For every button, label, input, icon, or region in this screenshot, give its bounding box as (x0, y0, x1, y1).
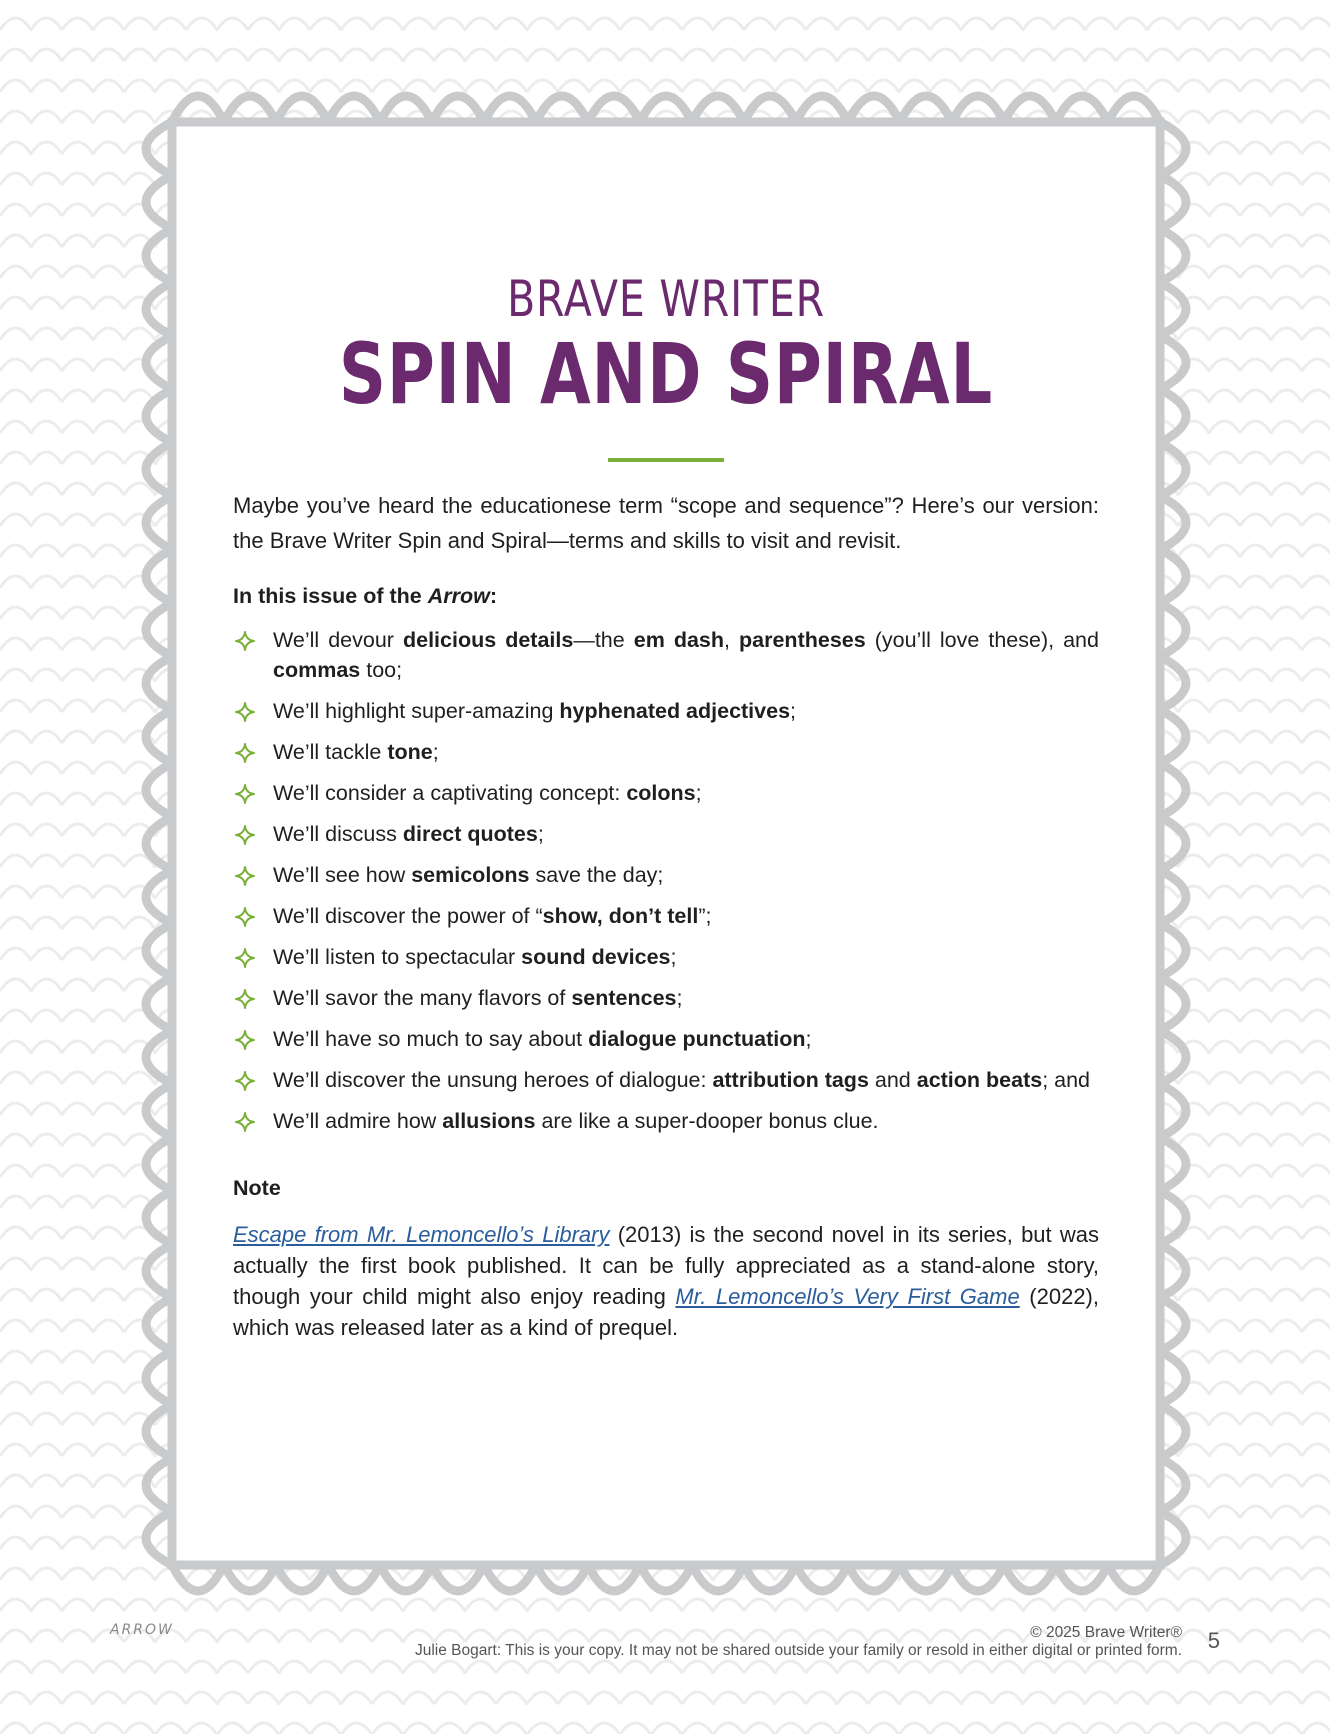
arrow-logo: ARROW (110, 1622, 174, 1638)
sparkle-bullet-icon (235, 989, 255, 1009)
skill-term: action beats (916, 1068, 1043, 1092)
skill-item (233, 778, 1099, 808)
skill-text: We’ll listen to spectacular (273, 945, 522, 969)
skill-text: ; (805, 1027, 812, 1051)
skill-text: We’ll tackle (273, 740, 388, 764)
copyright-line: © 2025 Brave Writer® (1030, 1624, 1182, 1641)
skill-text: We’ll discover the power of “ (273, 904, 543, 928)
skill-text: ; (695, 781, 702, 805)
skill-item (233, 819, 1099, 849)
skill-text: ; (676, 986, 683, 1010)
skill-term: dialogue punctuation (588, 1027, 806, 1051)
skill-item (233, 901, 1099, 931)
skill-item (233, 696, 1099, 726)
skill-text: ; and (1042, 1068, 1091, 1092)
skill-text: are like a super-dooper bonus clue. (535, 1109, 879, 1133)
skill-text: We’ll consider a captivating concept: (273, 781, 627, 805)
skill-text: (you’ll love these), and (865, 628, 1099, 652)
skill-item (233, 1065, 1099, 1095)
book-link-first-game[interactable]: Mr. Lemoncello’s Very First Game (675, 1284, 1020, 1309)
brand-heading: BRAVE WRITER (507, 270, 825, 328)
main-content (233, 270, 1099, 1343)
skill-term: attribution tags (712, 1068, 869, 1092)
skill-text: and (868, 1068, 917, 1092)
issue-heading-lead: In this issue of the (233, 584, 428, 608)
intro-paragraph: Maybe you’ve heard the educationese term “scope and sequence”? Here’s our version: the Brave Writer Spin and Spiral—terms and skills to visit and revisit. (233, 493, 1099, 553)
skill-term: allusions (442, 1109, 536, 1133)
sparkle-bullet-icon (235, 784, 255, 804)
page-title: SPIN AND SPIRAL (338, 325, 994, 423)
skill-term: sound devices (521, 945, 671, 969)
note-paragraph (233, 1219, 1099, 1343)
skill-text: save the day; (529, 863, 664, 887)
skill-text: ; (790, 699, 797, 723)
skill-term: sentences (571, 986, 677, 1010)
skill-item (233, 983, 1099, 1013)
sparkle-bullet-icon (235, 743, 255, 763)
skill-term: direct quotes (402, 822, 538, 846)
skill-text: ”; (698, 904, 712, 928)
skill-text: We’ll devour (273, 628, 403, 652)
skill-text: too; (360, 658, 403, 682)
skill-item (233, 1106, 1099, 1136)
skill-text: We’ll admire how (273, 1109, 443, 1133)
skill-term: hyphenated adjectives (559, 699, 791, 723)
sparkle-bullet-icon (235, 825, 255, 845)
skill-item (233, 860, 1099, 890)
skill-term: commas (273, 658, 361, 682)
skills-list (233, 625, 1099, 1136)
skill-text: ; (432, 740, 439, 764)
note-text-2: (2022), which was released later as a kind of prequel. (233, 1284, 1099, 1340)
skill-text: ; (670, 945, 677, 969)
skill-term: em dash (633, 628, 725, 652)
skill-text: We’ll see how (273, 863, 412, 887)
sparkle-bullet-icon (235, 907, 255, 927)
sparkle-bullet-icon (235, 1071, 255, 1091)
title-divider (608, 458, 724, 462)
skill-item (233, 737, 1099, 767)
skill-text: , (724, 628, 740, 652)
skill-term: parentheses (739, 628, 866, 652)
issue-heading-title: Arrow (427, 584, 490, 608)
skill-text: We’ll have so much to say about (273, 1027, 589, 1051)
skill-item (233, 942, 1099, 972)
sparkle-bullet-icon (235, 702, 255, 722)
note-text-1: (2013) is the second novel in its series, but was actually the first book published. It can be fully appreciated as a stand-alone story, though your child might also enjoy reading (233, 1222, 1099, 1309)
sparkle-bullet-icon (235, 866, 255, 886)
skill-text: We’ll discuss (273, 822, 403, 846)
skill-term: colons (626, 781, 696, 805)
skill-item (233, 1024, 1099, 1054)
skill-term: delicious details (402, 628, 574, 652)
sparkle-bullet-icon (235, 631, 255, 651)
sparkle-bullet-icon (235, 1112, 255, 1132)
skill-term: show, don’t tell (542, 904, 699, 928)
skill-text: ; (537, 822, 544, 846)
issue-heading (233, 584, 1099, 609)
book-link-escape[interactable]: Escape from Mr. Lemoncello’s Library (233, 1222, 610, 1247)
skill-text: —the (573, 628, 634, 652)
sparkle-bullet-icon (235, 948, 255, 968)
skill-term: tone (387, 740, 433, 764)
note-heading: Note (233, 1176, 281, 1200)
issue-heading-colon: : (489, 584, 498, 608)
skill-text: We’ll savor the many flavors of (273, 986, 572, 1010)
skill-text: We’ll highlight super-amazing (273, 699, 560, 723)
sparkle-bullet-icon (235, 1030, 255, 1050)
footer-copyright (415, 1624, 1182, 1660)
skill-term: semicolons (411, 863, 530, 887)
license-line: Julie Bogart: This is your copy. It may not be shared outside your family or resold in either digital or printed form. (414, 1642, 1182, 1659)
skill-item (233, 625, 1099, 685)
page-number: 5 (1207, 1628, 1220, 1653)
skill-text: We’ll discover the unsung heroes of dialogue: (273, 1068, 713, 1092)
